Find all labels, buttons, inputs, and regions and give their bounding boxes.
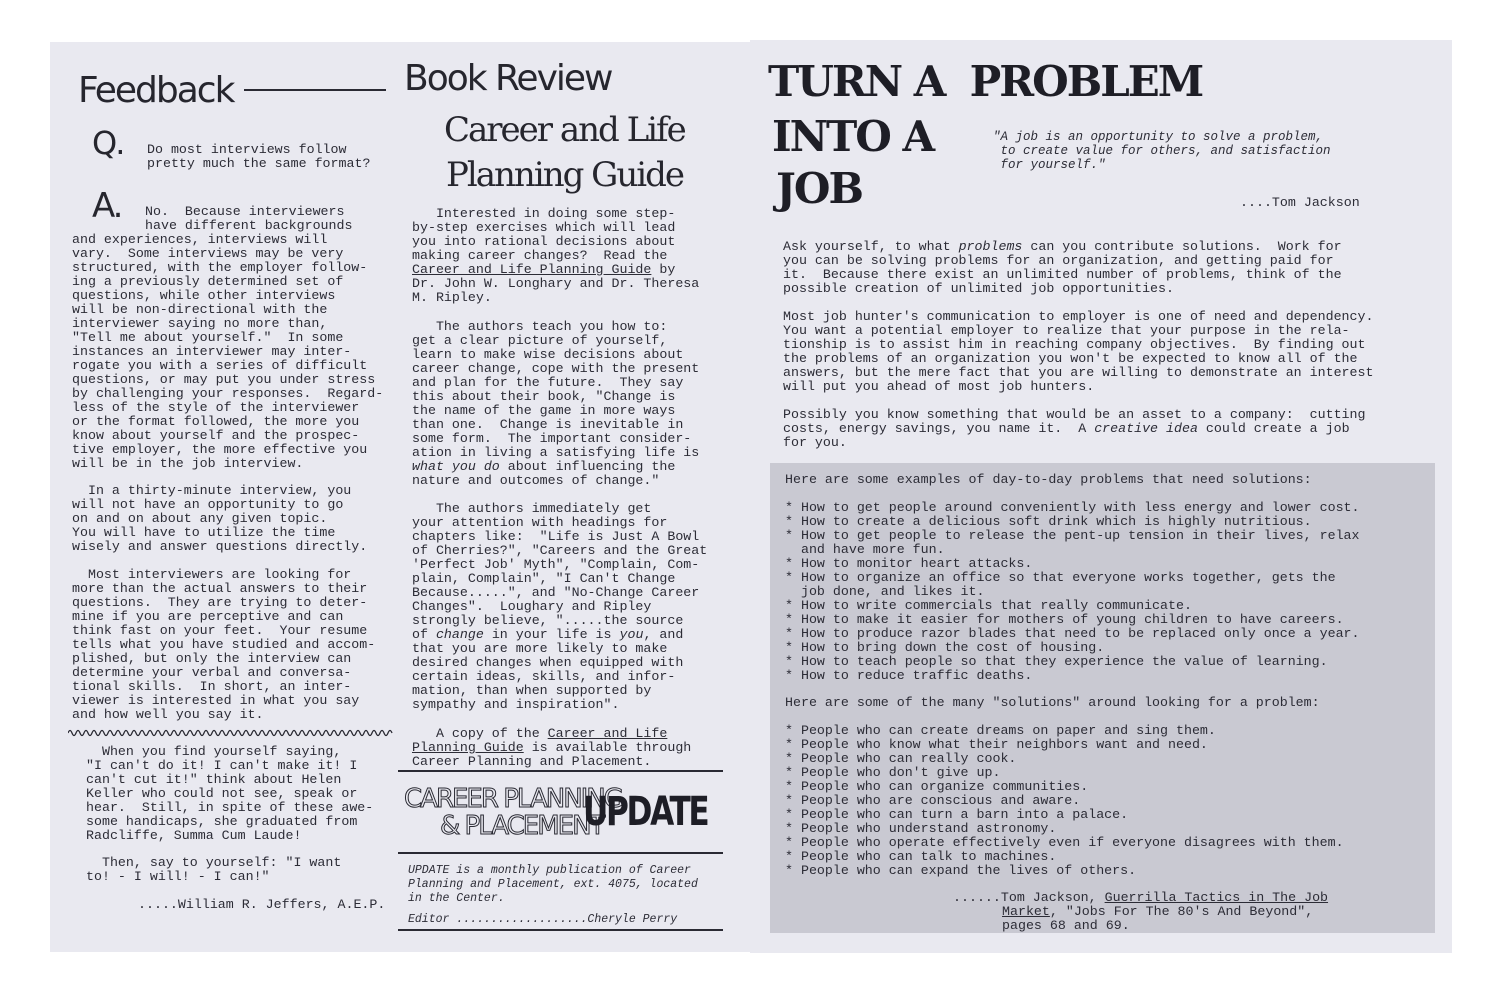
review-p3-text-mid: in your life is [483, 627, 620, 642]
right-p1-text: Ask yourself, to what [783, 239, 959, 254]
book-link-part-1: Career and Life [547, 726, 668, 741]
book-review-heading: Book Review [404, 58, 612, 99]
epigraph-quote: "A job is an opportunity to solve a problem, to create value for others, and satisfaction for yourself." [993, 130, 1331, 172]
epigraph-signature: ....Tom Jackson [1240, 195, 1360, 210]
problems-intro: Here are some examples of day-to-day problems that need solutions: [785, 472, 1312, 487]
question-text: Do most interviews follow pretty much the same format? [147, 142, 371, 171]
review-paragraph-1 [412, 207, 699, 305]
quote-paragraph-2: Then, say to yourself: "I want to! - I will! - I can!" [86, 855, 342, 884]
review-p4-text: A copy of the [412, 726, 548, 741]
review-paragraph-2 [412, 320, 699, 488]
right-p3-text-end: could create a job for you. [783, 421, 1350, 450]
citation-author: ......Tom Jackson, [953, 890, 1105, 905]
decorative-divider [68, 728, 394, 738]
right-paragraph-3 [783, 408, 1366, 450]
review-p1-text-end: by Dr. John W. Longhary and Dr. Theresa M. Ripley. [412, 262, 700, 305]
review-p3-text-end: , and that you are more likely to make desired changes when equipped with certain ideas, skills, and infor- mation, than when supported by sympathy and inspiration". [412, 627, 684, 712]
solutions-list: * People who can create dreams on paper and sing them. * People who know what their neighbors want and need. * People who can really cook. * People who don't give up. * People who can organize communities. * People who are conscious and aware. * People who can turn a barn into a palace. * People who understand astronomy. * People who operate effectively even if everyone disagrees with them. * People who can talk to machines. * People who can expand the lives of others. [785, 723, 1344, 878]
quote-paragraph-1: When you find yourself saying, "I can't do it! I can't make it! I can't cut it!" think about Helen Keller who could not see, speak or hear. Still, in spite of these awe- some handicaps, she graduated from Radcliffe, Summa Cum Laude! [86, 744, 374, 843]
solutions-intro: Here are some of the many "solutions" around looking for a problem: [785, 695, 1320, 710]
citation-book-title-2: Market [1002, 904, 1050, 919]
answer-paragraph-2: In a thirty-minute interview, you will not have an opportunity to go on and on about any given topic. You will have to utilize the time wisely and answer questions directly. [72, 483, 368, 554]
citation-chapter: , "Jobs For The 80's And Beyond", [1049, 904, 1314, 919]
review-p3-text: The authors immediately get your attention with headings for chapters like: "Life is Just A Bowl of Cherries?", "Careers and the Great 'Perfect Job' Myth", "Complain, Com- plain, Complain", "I Can't Change Because.....", and "No-Change Career Changes". Loughary and Ripley strongly believe, ".....the source of [412, 501, 708, 642]
masthead-text: UPDATE is a monthly publication of Career Planning and Placement, ext. 4075, located in the Center. [408, 864, 698, 905]
headline-line-2: INTO A [772, 112, 934, 161]
book-link-part-2: Planning Guide [412, 740, 524, 755]
answer-first-lines: No. Because interviewers have different backgrounds [145, 204, 353, 233]
citation [953, 891, 1328, 905]
book-title-line-2: Planning Guide [446, 155, 683, 195]
logo-top-rule [398, 770, 723, 772]
right-paragraph-2: Most job hunter's communication to employer is one of need and dependency. You want a potential employer to realize that your purpose in the rela- tionship is to assist him in reaching company objectives. By finding out the problems of an organization you won't be expected to know all of the answers, but the mere fact that you are willing to demonstrate an interest will put you ahead of most job hunters. [783, 309, 1374, 394]
citation-book-title-1: Guerrilla Tactics in The Job [1104, 890, 1329, 905]
problems-list: * How to get people around conveniently with less energy and lower cost. * How to create a delicious soft drink which is highly nutritious. * How to get people to release the pent-up tension in their lives, relax and have more fun. * How to monitor heart attacks. * How to organize an office so that everyone works together, gets the job done, and likes it. * How to write commercials that really communicate. * How to make it easier for mothers of young children to have careers. * How to produce razor blades that need to be replaced only once a year. * How to bring down the cost of housing. * How to teach people so that they experience the value of learning. * How to reduce traffic deaths. [785, 500, 1360, 683]
review-p3-italic-change: change [435, 627, 484, 642]
book-title-link: Career and Life Planning Guide [412, 262, 652, 277]
book-title-line-1: Career and Life [444, 110, 685, 150]
question-label: Q. [92, 124, 124, 162]
right-p3-italic: creative idea [1094, 421, 1198, 436]
headline-line-1: TURN A PROBLEM [768, 57, 1203, 106]
career-planning-logo-line-2: & PLACEMENT [440, 811, 604, 841]
review-p1-text: Interested in doing some step- by-step exercises which will lead you into rational decisions about making career changes? Read the [412, 206, 676, 263]
right-p1-text-end: can you contribute solutions. Work for you can be solving problems for an organization, and getting paid for it. Because there exist an unlimited number of problems, think of the possible creation of unlimited job opportunities. [783, 239, 1342, 296]
answer-paragraph-3: Most interviewers are looking for more than the actual answers to their questions. They are trying to deter- mine if you are perceptive and can think fast on your feet. Your resume tells what you have studied and accom- plished, but only the interview can determine your verbal and conversa- tional skills. In short, an inter- viewer is interested in what you say and how well you say it. [72, 567, 376, 722]
review-p2-text-end: about influencing the nature and outcomes of change." [412, 459, 676, 488]
career-planning-logo-line-1: CAREER PLANNING [404, 784, 622, 814]
citation-pages: pages 68 and 69. [1002, 918, 1130, 933]
review-p3-italic-you: you [619, 627, 644, 642]
answer-label: A. [92, 186, 122, 226]
review-paragraph-4 [412, 727, 691, 769]
update-logo: UPDATE [583, 789, 708, 835]
review-p4-text-end: is available through Career Planning and Placement. [412, 740, 692, 769]
citation-line-2 [1002, 905, 1313, 919]
review-paragraph-3 [412, 502, 707, 712]
masthead-bottom-rule [398, 929, 723, 931]
editor-line: Editor ...................Cheryle Perry [408, 913, 678, 926]
headline-line-3: JOB [776, 164, 862, 213]
right-p3-text: Possibly you know something that would be an asset to a company: cutting costs, energy savings, you name it. A [783, 407, 1366, 436]
review-p2-text: The authors teach you how to: get a clear picture of yourself, learn to make wise decisions about career change, cope with the present and plan for the future. They say this about their book, "Change is the name of the game in more ways than one. Change is inevitable in some form. The important consider- ation in living a satisfying life is [412, 319, 700, 460]
feedback-heading-rule [244, 89, 386, 91]
answer-paragraph-1: and experiences, interviews will vary. Some interviews may be very structured, with the employer follow- ing a previously determined set of questions, while other interviews will be non-directional with the interviewer saying no more than, "Tell me about yourself." In some instances an interviewer may inter- rogate you with a series of difficult questions, or may put you under stress by challenging your responses. Regard- less of the style of the interviewer or the format followed, the more you know about yourself and the prospec- tive employer, the more effective you will be in the job interview. [72, 232, 384, 471]
quote-signature: .....William R. Jeffers, A.E.P. [138, 897, 386, 912]
feedback-heading: Feedback [78, 70, 234, 111]
right-paragraph-1 [783, 240, 1342, 296]
masthead-top-rule [398, 852, 723, 854]
right-p1-italic: problems [958, 239, 1023, 254]
review-p2-italic: what you do [412, 459, 500, 474]
